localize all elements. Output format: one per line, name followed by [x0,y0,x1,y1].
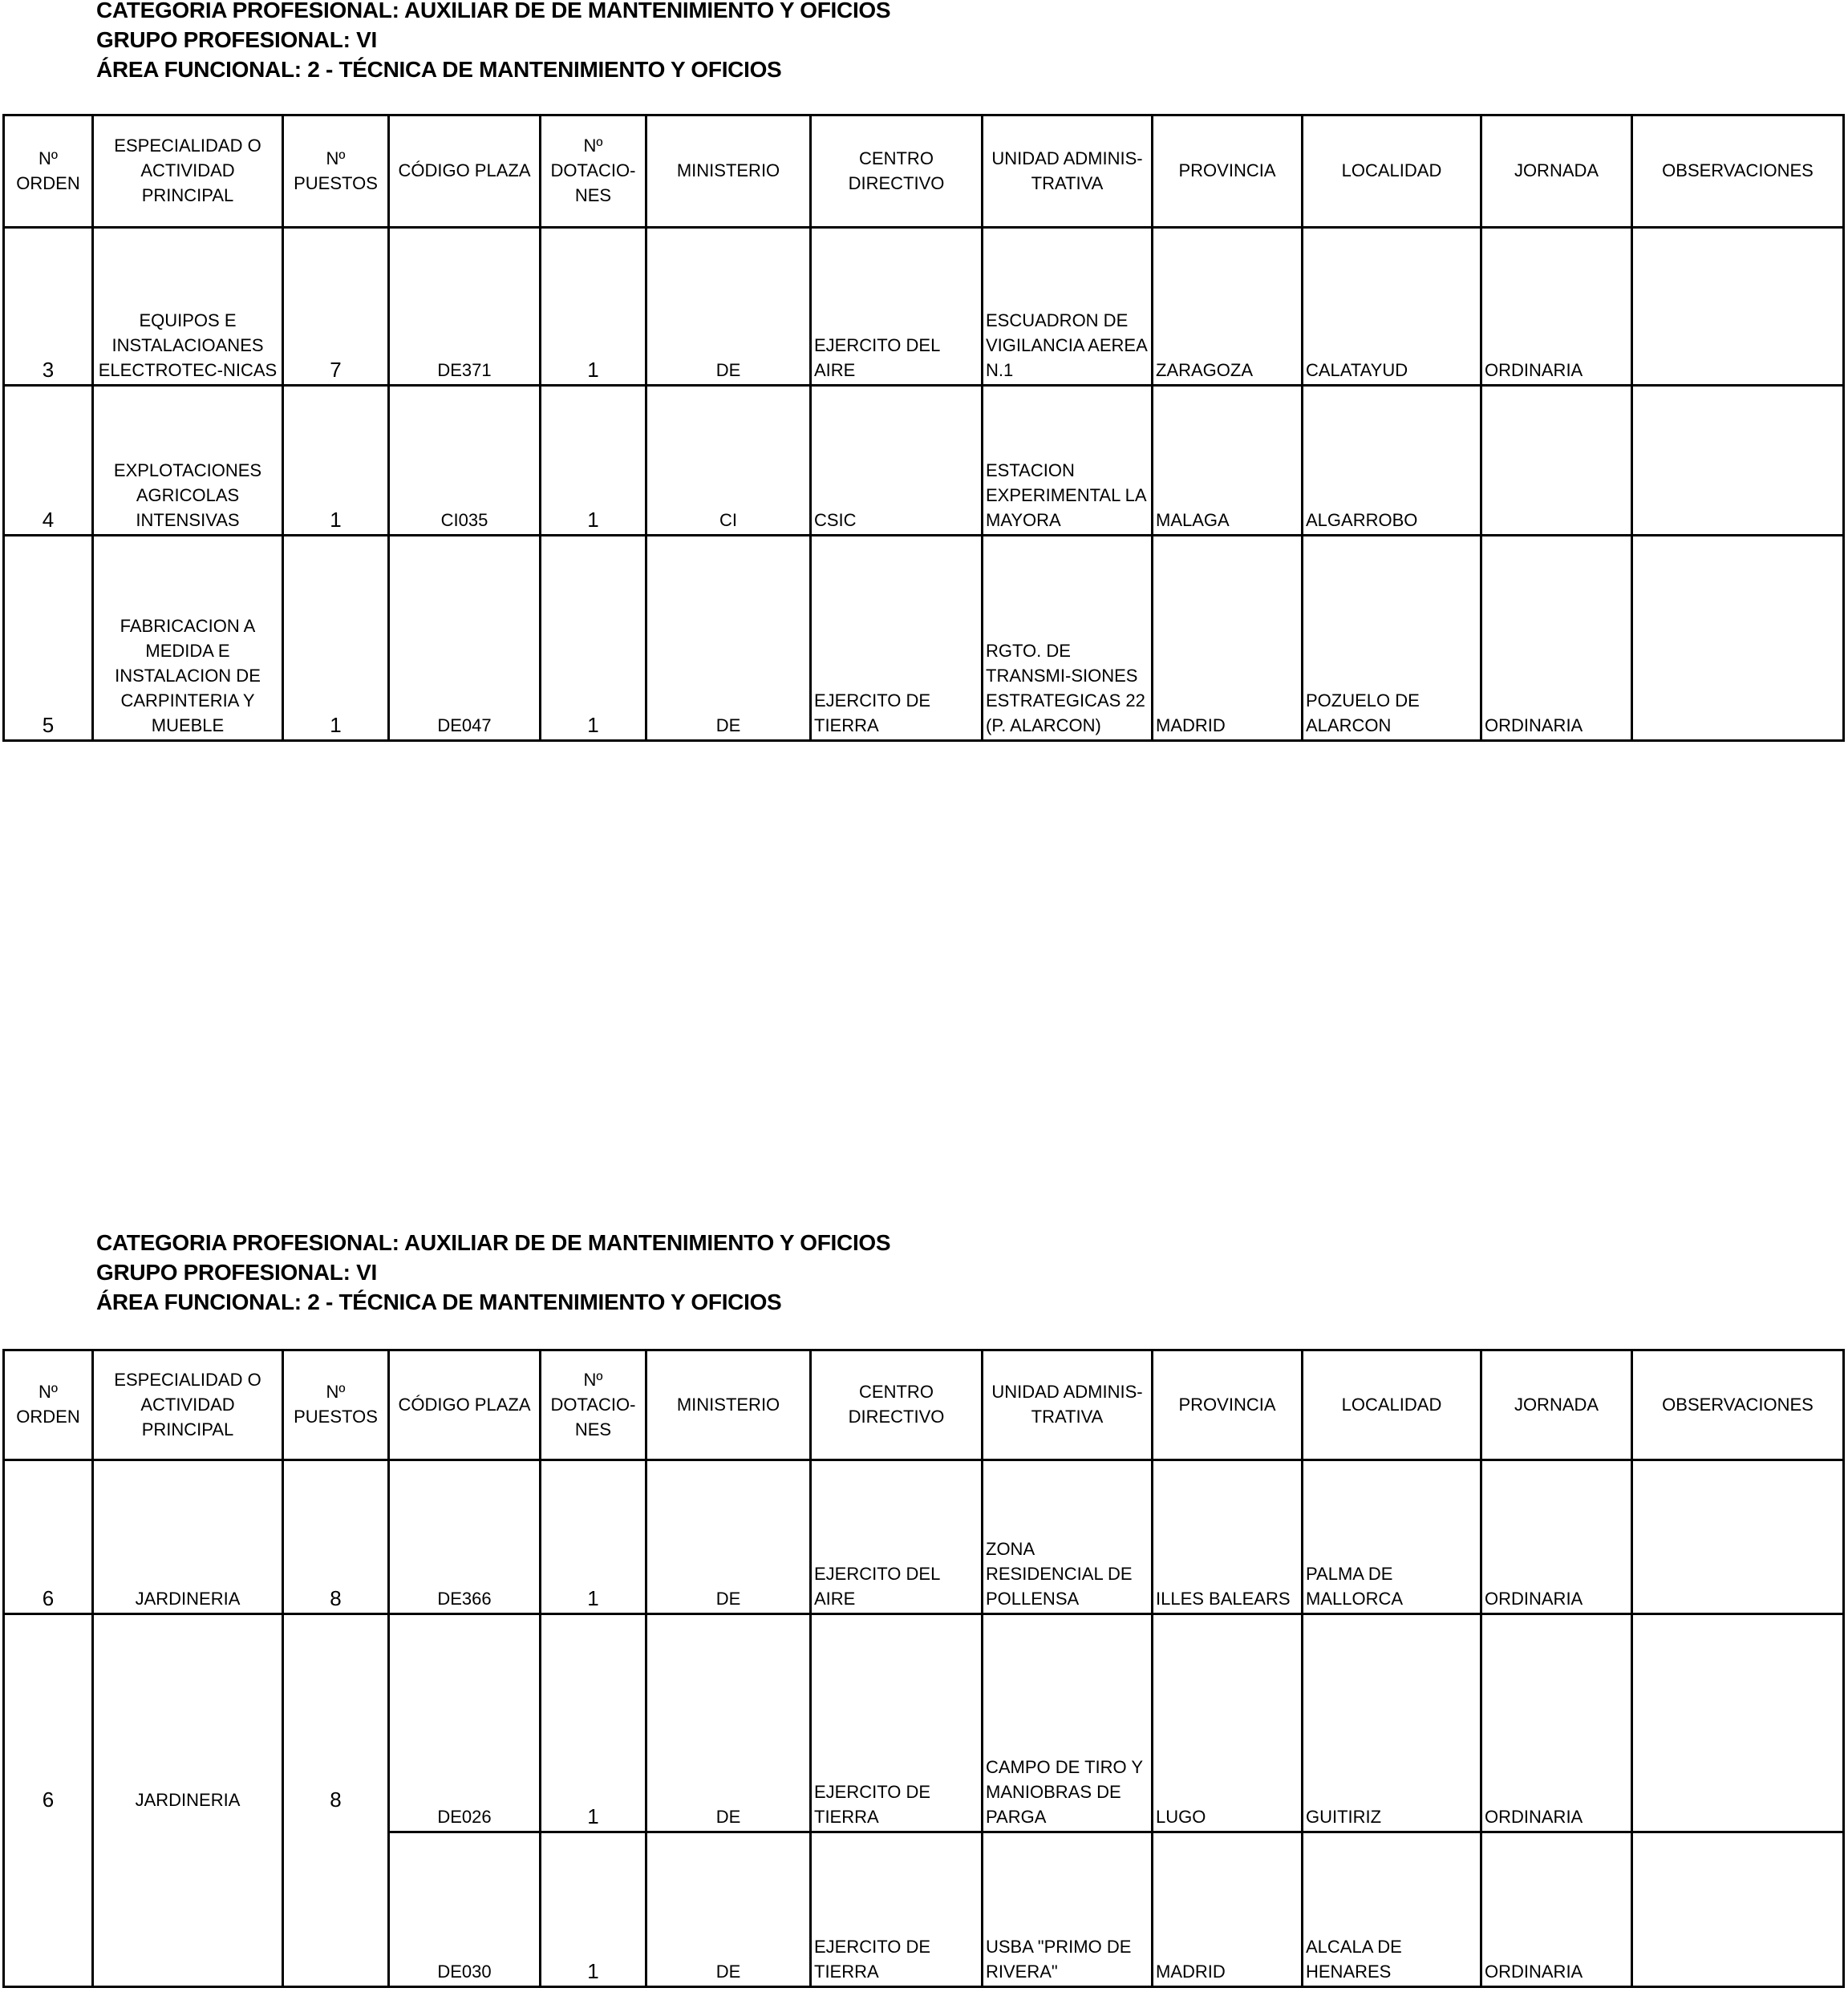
cell-localidad: GUITIRIZ [1303,1614,1481,1832]
cell-localidad: CALATAYUD [1303,228,1481,386]
column-header-dotaciones: Nº DOTACIO-NES [541,1350,646,1460]
cell-orden: 6 [4,1460,93,1614]
column-header-orden: Nº ORDEN [4,115,93,228]
cell-unidad: ZONA RESIDENCIAL DE POLLENSA [983,1460,1153,1614]
cell-codigo: DE371 [389,228,541,386]
categoria-title: CATEGORIA PROFESIONAL: AUXILIAR DE DE MANTENIMIENTO Y OFICIOS [96,1230,891,1255]
column-header-especialidad: ESPECIALIDAD O ACTIVIDAD PRINCIPAL [93,1350,283,1460]
cell-dotaciones: 1 [541,386,646,536]
cell-especialidad: EXPLOTACIONES AGRICOLAS INTENSIVAS [93,386,283,536]
header-row [4,115,1844,228]
cell-orden: 4 [4,386,93,536]
cell-dotaciones: 1 [541,228,646,386]
column-header-especialidad: ESPECIALIDAD O ACTIVIDAD PRINCIPAL [93,115,283,228]
cell-centro: EJERCITO DE TIERRA [811,536,983,741]
cell-ministerio: DE [646,1832,811,1987]
cell-centro: EJERCITO DEL AIRE [811,1460,983,1614]
cell-unidad: RGTO. DE TRANSMI-SIONES ESTRATEGICAS 22 (P. ALARCON) [983,536,1153,741]
cell-provincia: MADRID [1153,1832,1303,1987]
column-header-unidad: UNIDAD ADMINIS-TRATIVA [983,1350,1153,1460]
table-row [4,386,1844,536]
cell-observaciones [1632,1460,1844,1614]
area-title: ÁREA FUNCIONAL: 2 - TÉCNICA DE MANTENIMIENTO Y OFICIOS [96,57,782,82]
cell-especialidad: JARDINERIA [93,1460,283,1614]
cell-centro: EJERCITO DE TIERRA [811,1614,983,1832]
grupo-title: GRUPO PROFESIONAL: VI [96,27,377,52]
cell-jornada: ORDINARIA [1481,1832,1632,1987]
column-header-orden: Nº ORDEN [4,1350,93,1460]
header-row [4,1350,1844,1460]
cell-provincia: ZARAGOZA [1153,228,1303,386]
cell-codigo: DE026 [389,1614,541,1832]
column-header-provincia: PROVINCIA [1153,1350,1303,1460]
column-header-localidad: LOCALIDAD [1303,115,1481,228]
cell-ministerio: DE [646,536,811,741]
cell-ministerio: CI [646,386,811,536]
cell-jornada: ORDINARIA [1481,228,1632,386]
cell-dotaciones: 1 [541,1460,646,1614]
cell-centro: EJERCITO DEL AIRE [811,228,983,386]
cell-especialidad: EQUIPOS E INSTALACIOANES ELECTROTEC-NICAS [93,228,283,386]
cell-orden: 5 [4,536,93,741]
column-header-ministerio: MINISTERIO [646,115,811,228]
categoria-title: CATEGORIA PROFESIONAL: AUXILIAR DE DE MANTENIMIENTO Y OFICIOS [96,0,891,22]
cell-puestos: 8 [283,1614,389,1987]
cell-ministerio: DE [646,1460,811,1614]
cell-localidad: PALMA DE MALLORCA [1303,1460,1481,1614]
grupo-title: GRUPO PROFESIONAL: VI [96,1260,377,1285]
column-header-codigo: CÓDIGO PLAZA [389,115,541,228]
column-header-puestos: Nº PUESTOS [283,1350,389,1460]
cell-especialidad: JARDINERIA [93,1614,283,1987]
column-header-centro: CENTRO DIRECTIVO [811,115,983,228]
column-header-observaciones: OBSERVACIONES [1632,115,1844,228]
cell-observaciones [1632,1832,1844,1987]
cell-unidad: ESCUADRON DE VIGILANCIA AEREA N.1 [983,228,1153,386]
positions-table-1 [2,114,1845,742]
column-header-provincia: PROVINCIA [1153,115,1303,228]
table-row [4,1460,1844,1614]
cell-puestos: 1 [283,536,389,741]
cell-observaciones [1632,1614,1844,1832]
cell-dotaciones: 1 [541,1614,646,1832]
cell-codigo: DE047 [389,536,541,741]
cell-observaciones [1632,536,1844,741]
column-header-centro: CENTRO DIRECTIVO [811,1350,983,1460]
cell-observaciones [1632,386,1844,536]
column-header-localidad: LOCALIDAD [1303,1350,1481,1460]
section-1-titles [96,0,890,84]
cell-jornada: ORDINARIA [1481,1460,1632,1614]
cell-especialidad: FABRICACION A MEDIDA E INSTALACION DE CARPINTERIA Y MUEBLE [93,536,283,741]
cell-localidad: ALCALA DE HENARES [1303,1832,1481,1987]
cell-dotaciones: 1 [541,536,646,741]
cell-puestos: 7 [283,228,389,386]
cell-puestos: 1 [283,386,389,536]
column-header-unidad: UNIDAD ADMINIS-TRATIVA [983,115,1153,228]
table-row [4,228,1844,386]
positions-table-2 [2,1349,1845,1988]
column-header-jornada: JORNADA [1481,1350,1632,1460]
cell-codigo: DE366 [389,1460,541,1614]
cell-provincia: ILLES BALEARS [1153,1460,1303,1614]
cell-codigo: DE030 [389,1832,541,1987]
cell-unidad: CAMPO DE TIRO Y MANIOBRAS DE PARGA [983,1614,1153,1832]
cell-jornada [1481,386,1632,536]
table-row [4,1614,1844,1832]
cell-jornada: ORDINARIA [1481,1614,1632,1832]
cell-observaciones [1632,228,1844,386]
column-header-puestos: Nº PUESTOS [283,115,389,228]
column-header-codigo: CÓDIGO PLAZA [389,1350,541,1460]
cell-centro: EJERCITO DE TIERRA [811,1832,983,1987]
column-header-dotaciones: Nº DOTACIO-NES [541,115,646,228]
cell-provincia: MADRID [1153,536,1303,741]
cell-localidad: POZUELO DE ALARCON [1303,536,1481,741]
cell-provincia: LUGO [1153,1614,1303,1832]
column-header-observaciones: OBSERVACIONES [1632,1350,1844,1460]
cell-orden: 6 [4,1614,93,1987]
cell-unidad: ESTACION EXPERIMENTAL LA MAYORA [983,386,1153,536]
cell-unidad: USBA "PRIMO DE RIVERA" [983,1832,1153,1987]
cell-localidad: ALGARROBO [1303,386,1481,536]
section-2-titles [96,1228,890,1317]
area-title: ÁREA FUNCIONAL: 2 - TÉCNICA DE MANTENIMIENTO Y OFICIOS [96,1290,782,1314]
cell-ministerio: DE [646,228,811,386]
cell-jornada: ORDINARIA [1481,536,1632,741]
column-header-ministerio: MINISTERIO [646,1350,811,1460]
cell-provincia: MALAGA [1153,386,1303,536]
cell-codigo: CI035 [389,386,541,536]
cell-dotaciones: 1 [541,1832,646,1987]
cell-centro: CSIC [811,386,983,536]
column-header-jornada: JORNADA [1481,115,1632,228]
cell-puestos: 8 [283,1460,389,1614]
cell-orden: 3 [4,228,93,386]
cell-ministerio: DE [646,1614,811,1832]
table-row [4,536,1844,741]
